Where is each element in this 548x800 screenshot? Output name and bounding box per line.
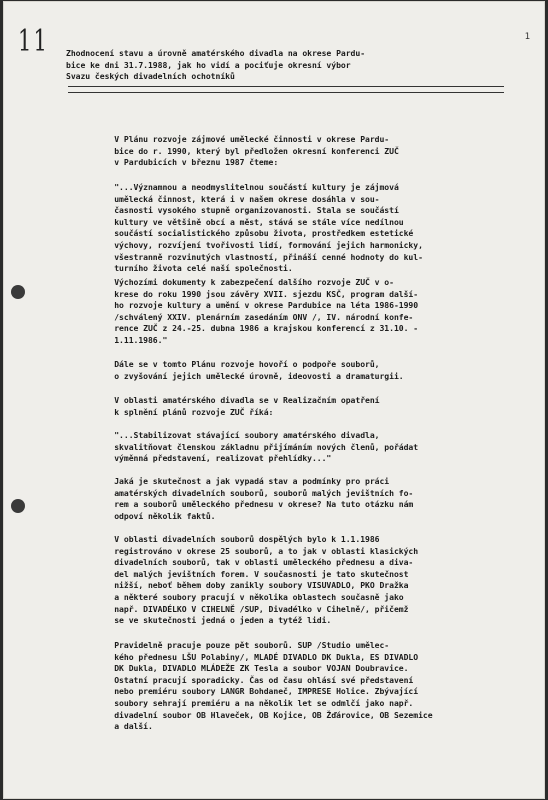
paragraph: Jaká je skutečnost a jak vypadá stav a podmínky pro práci amatérských divadelních souborů, souborů malých jevištních fo- rem a souborů uměleckého přednesu v okrese? Na tuto otázku nám odpoví několik faktů. — [114, 476, 414, 521]
paragraph: Pravidelně pracuje pouze pět souborů. SUP /Studio umělec- kého přednesu LŠU Polabiny/, MLADÉ DIVADLO DK Dukla, ES DIVADLO DK Dukla, DIVADLO MLÁDEŽE ZK Tesla a soubor VOJAN Doubravice. Ostatní pracují sporadicky. Čas od času ohlásí své představení nebo premiéru soubory LANGR Bohdaneč, IMPRESE Holice. Zbývající soubory sehrají premiéru a na několik let se odmlčí jako např. divadelní soubor OB Hlaveček, OB Kojice, OB Žďárovice, OB Sezemice a další. — [114, 640, 433, 732]
title-underline — [68, 86, 504, 93]
paragraph: Dále se v tomto Plánu rozvoje hovoří o podpoře souborů, o zvyšování jejich umělecké úrovně, ideovosti a dramaturgii. — [114, 359, 404, 381]
paragraph: "...Stabilizovat stávající soubory amatérského divadla, skvalitňovat členskou základnu přijímáním nových členů, pořádat výměnná představení, realizovat přehlídky..." — [114, 430, 419, 464]
paragraph: V Plánu rozvoje zájmové umělecké činnosti v okrese Pardu- bice do r. 1990, který byl předložen okresní konferenci ZUČ v Pardubicích v březnu 1987 čteme: — [114, 134, 399, 168]
paragraph: "...Významnou a neodmyslitelnou součástí kultury je zájmová umělecká činnost, která i v našem okrese dosáhla v sou- časnosti vysokého stupně organizovanosti. Stala se součástí kultury ve většině obcí a měst, stává se stále více nedílnou součástí socialistického způsobu života, prostředkem estetické výchovy, rozvíjení tvořivosti lidí, formování jejich harmonicky, všestranně rozvinutých vlastností, přináší cenné hodnoty do kul- turního života celé naší společnosti. — [114, 182, 423, 274]
punch-hole — [11, 285, 25, 299]
paragraph: V oblasti divadelních souborů dospělých bylo k 1.1.1986 registrováno v okrese 25 souborů, a to jak v oblasti klasických divadelních souborů, tak v oblasti uměleckého přednesu a diva- del malých jevištních forem. V současnosti je tato skutečnost nižší, neboť během doby zanikly soubory VISUVADLO, PKO Dražka a některé soubory pracují v několika oblastech současně jako např. DIVADÉLKO V CIHELNĚ /SUP, Divadélko v Cihelně/, přičemž se ve skutečnosti jedná o jeden a tytéž lidi. — [114, 534, 419, 626]
document-page — [4, 2, 544, 798]
document-title: Zhodnocení stavu a úrovně amatérského divadla na okrese Pardu- bice ke dni 31.7.1988, jak ho vidí a pociťuje okresní výbor Svazu českých divadelních ochotníků — [66, 48, 366, 82]
paragraph: Výchozími dokumenty k zabezpečení dalšího rozvoje ZUČ v o- krese do roku 1990 jsou závěry XVII. sjezdu KSČ, program další- ho rozvoje kultury a umění v okrese Pardubice na léta 1986-1990 /schválený XXIV. plenárním zasedáním ONV /, IV. národní konfe- rence ZUČ z 24.-25. dubna 1986 a krajskou konferencí z 31.10. - 1.11.1986." — [114, 277, 419, 345]
page-number: 1 — [524, 32, 530, 42]
paragraph: V oblasti amatérského divadla se v Realizačním opatření k splnění plánů rozvoje ZUČ říká: — [114, 395, 380, 417]
handwritten-mark: 11 — [18, 24, 49, 59]
punch-hole — [11, 499, 25, 513]
